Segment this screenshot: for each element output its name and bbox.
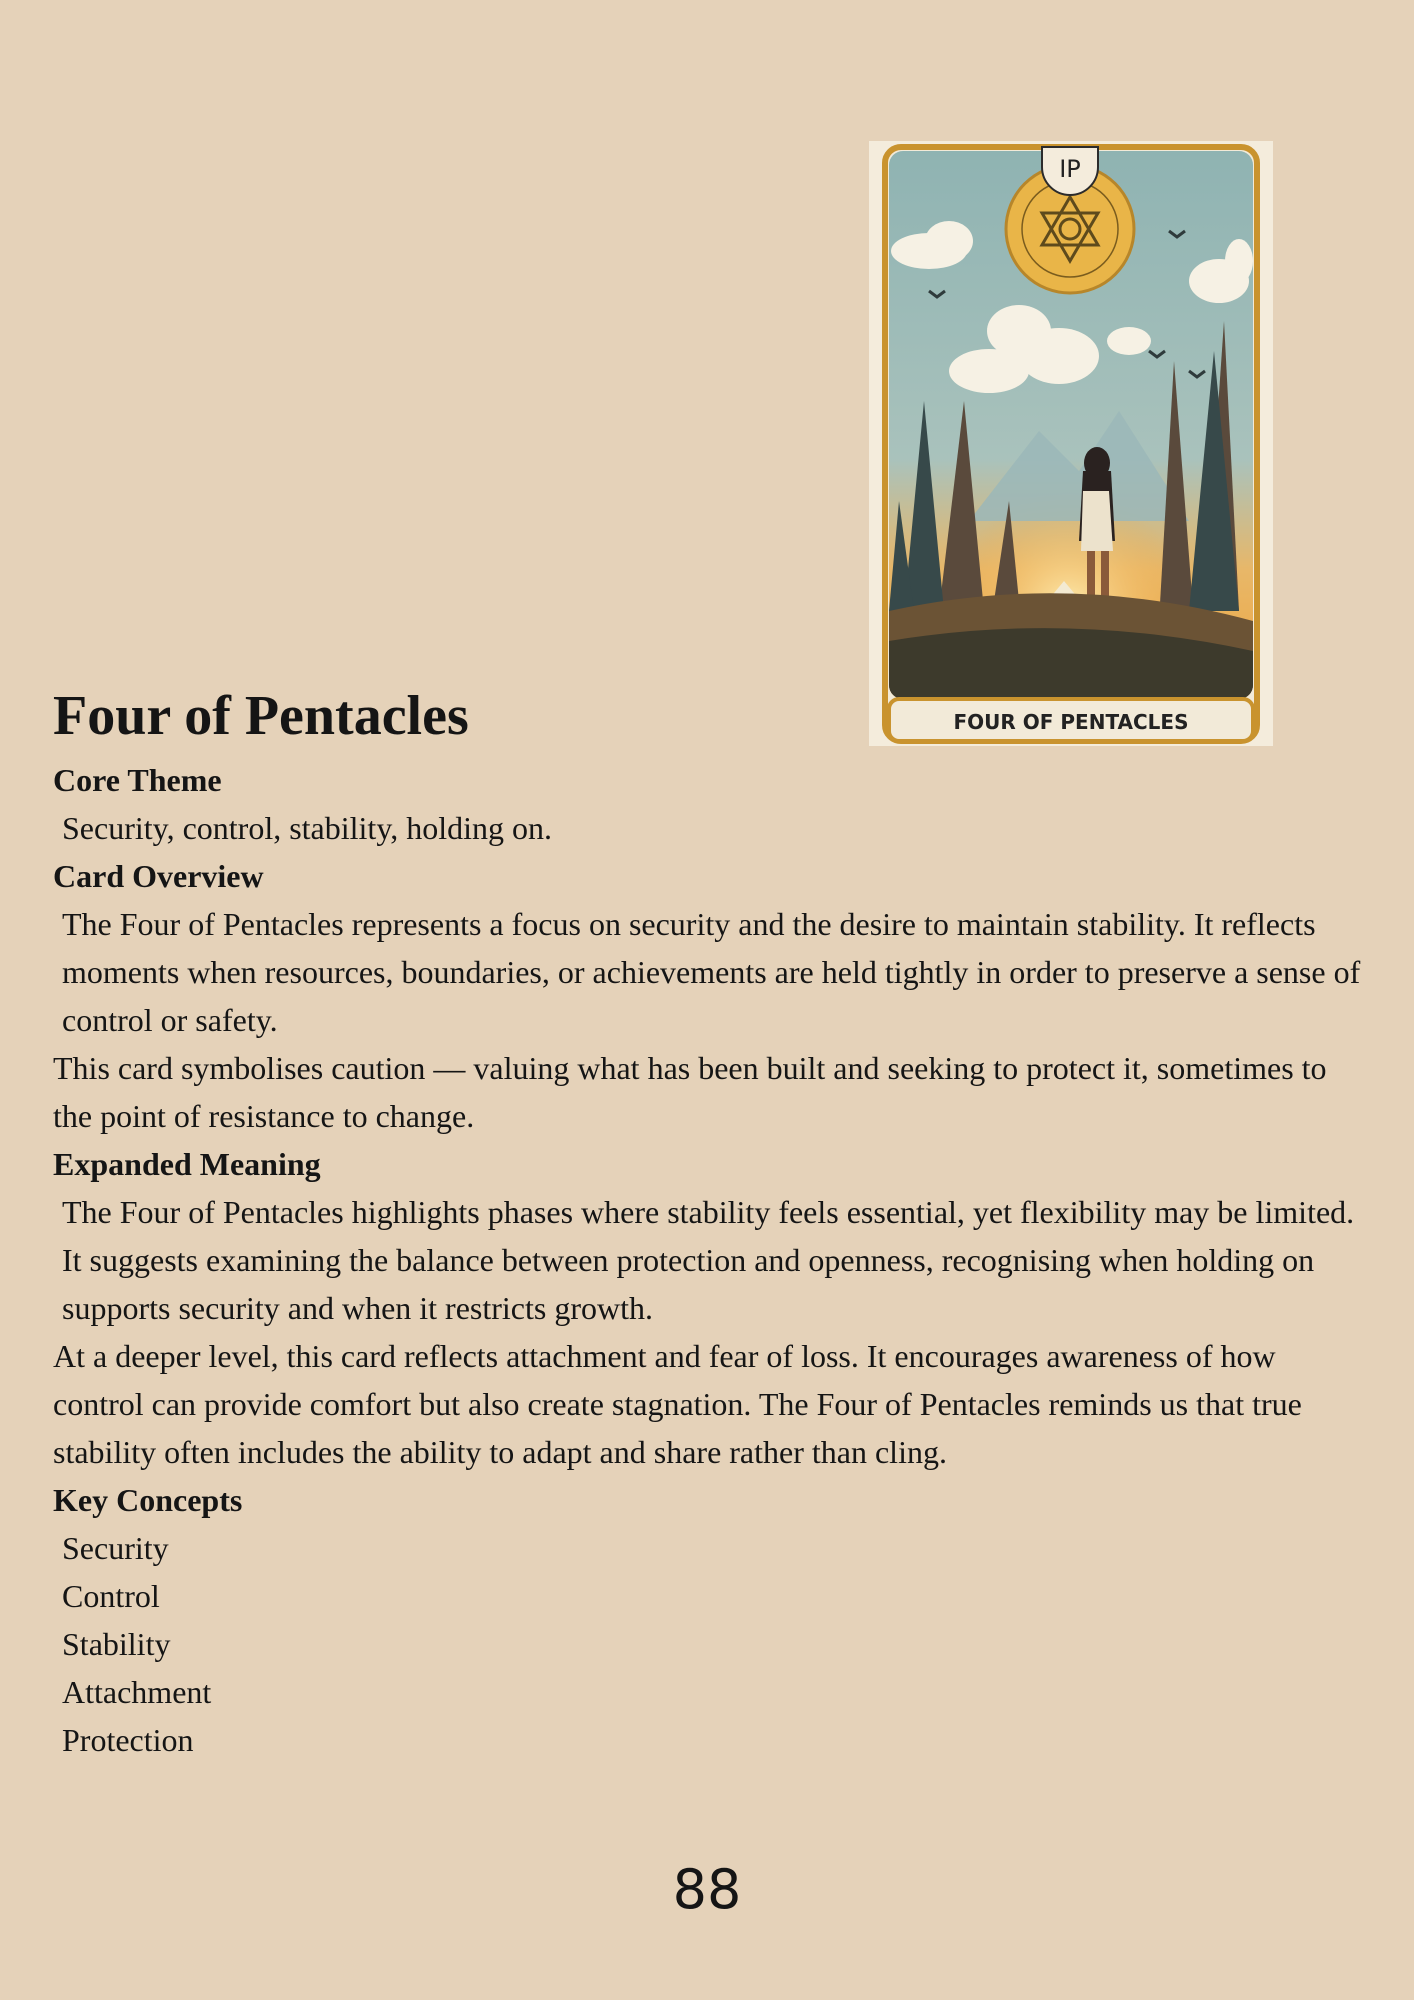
core-theme-text: Security, control, stability, holding on. — [62, 810, 553, 846]
card-numeral: IP — [1059, 155, 1081, 183]
list-item: Control — [62, 1578, 160, 1614]
list-item: Attachment — [62, 1674, 212, 1710]
list-item: Stability — [62, 1626, 171, 1662]
page-title: Four of Pentacles — [53, 685, 469, 747]
expanded-meaning-heading: Expanded Meaning — [53, 1146, 321, 1182]
card-overview-paragraph-1: The Four of Pentacles represents a focus on security and the desire to maintain stability. It reflects moments when resources, boundaries, or achievements are held tightly in order to preserve a sense of control or safety. — [62, 906, 1361, 1038]
card-caption: FOUR OF PENTACLES — [953, 710, 1189, 734]
page-number: 88 — [672, 1858, 742, 1921]
tarot-card-illustration — [869, 141, 1273, 746]
list-item: Security — [62, 1530, 169, 1566]
card-artwork — [869, 141, 1273, 746]
key-concepts-list — [53, 1524, 1373, 1764]
list-item: Protection — [62, 1722, 194, 1758]
expanded-meaning-paragraph-1: The Four of Pentacles highlights phases where stability feels essential, yet flexibility may be limited. It suggests examining the balance between protection and openness, recognising when holding on supports security and when it restricts growth. — [62, 1194, 1355, 1326]
card-description — [53, 756, 1373, 1764]
key-concepts-heading: Key Concepts — [53, 1482, 243, 1518]
expanded-meaning-paragraph-2: At a deeper level, this card reflects attachment and fear of loss. It encourages awareness of how control can provide comfort but also create stagnation. The Four of Pentacles reminds us that true stability often includes the ability to adapt and share rather than cling. — [53, 1338, 1302, 1470]
card-overview-heading: Card Overview — [53, 858, 264, 894]
card-overview-paragraph-2: This card symbolises caution — valuing what has been built and seeking to protect it, sometimes to the point of resistance to change. — [53, 1050, 1327, 1134]
core-theme-heading: Core Theme — [53, 762, 222, 798]
